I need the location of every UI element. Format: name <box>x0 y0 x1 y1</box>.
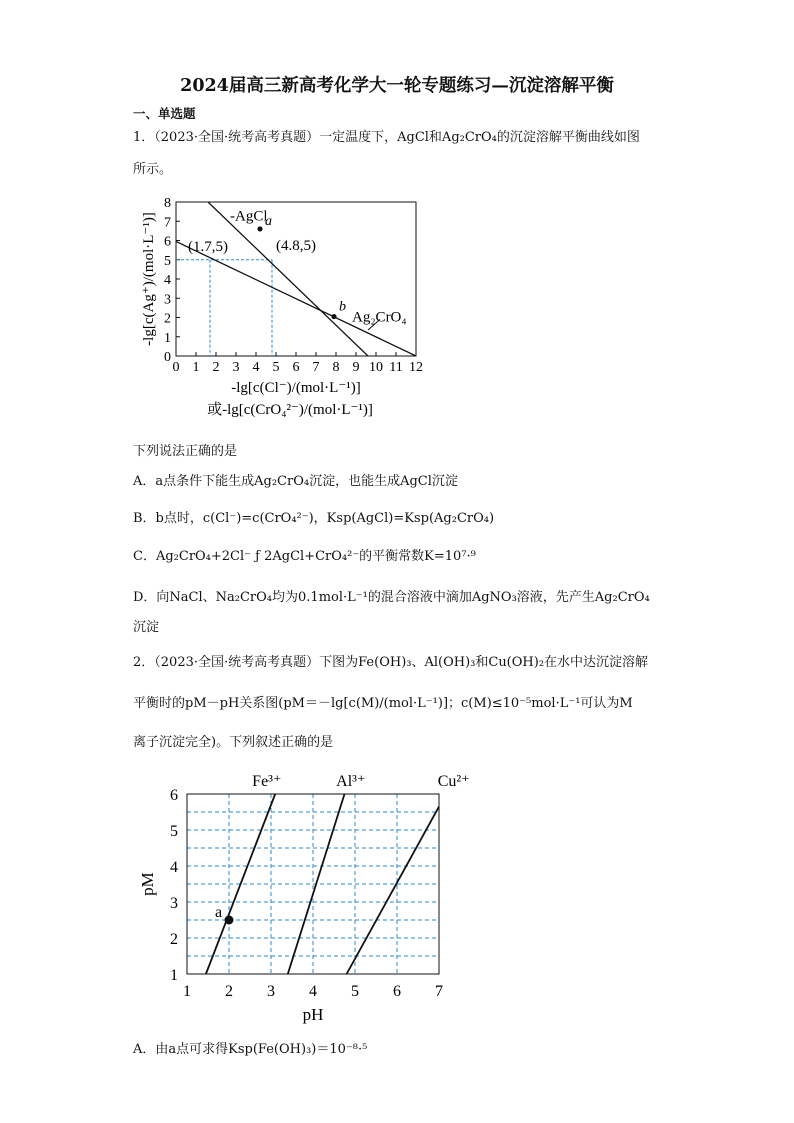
point-b-label: b <box>339 299 346 315</box>
chart1-ylabel: -lg[c(Ag⁺)/(mol·L⁻¹)] <box>141 212 157 346</box>
chart1-xtick-label: 0 <box>172 360 180 375</box>
chart1-xtick-label: 11 <box>389 360 403 375</box>
fe3-label: Fe³⁺ <box>252 773 282 790</box>
chart1-xtick-label: 4 <box>252 360 260 375</box>
point-a-label: a <box>265 213 272 229</box>
q2-stem-line1: 2．（2023·全国·统考高考真题）下图为Fe(OH)₃、Al(OH)₃和Cu(OH)₂在水中达沉淀溶解 <box>133 655 649 670</box>
chart1-xtick-label: 7 <box>312 360 320 375</box>
chart1-ytick-label: 8 <box>164 196 171 211</box>
al3-label: Al³⁺ <box>336 773 366 790</box>
chart2-ytick-label: 3 <box>170 895 178 912</box>
chart2-xtick-label: 2 <box>225 983 233 1000</box>
annotation-1: (1.7,5) <box>188 238 228 255</box>
chart1-xtick-label: 10 <box>369 360 383 375</box>
chart2-xtick-label: 1 <box>183 983 191 1000</box>
chart1-xtick-label: 12 <box>409 360 423 375</box>
chart2-ytick-label: 4 <box>170 859 178 876</box>
chart1-xtick-label: 8 <box>332 360 340 375</box>
chart2-xtick-label: 6 <box>393 983 401 1000</box>
chart2-ytick-label: 1 <box>170 967 178 984</box>
chart1-xtick-label: 6 <box>292 360 300 375</box>
chart2-ytick-label: 5 <box>170 823 178 840</box>
q1-option-c: C．Ag₂CrO₄+2Cl⁻ ƒ 2AgCl+CrO₄²⁻的平衡常数K=10⁷·⁹ <box>133 549 476 564</box>
q2-stem-line3: 离子沉淀完全)。下列叙述正确的是 <box>133 735 334 750</box>
agcl-label: -AgCl <box>230 208 268 225</box>
chart1-ytick-label: 5 <box>164 253 171 269</box>
chart1-xtick-label: 2 <box>212 360 220 375</box>
chart1-frame <box>176 202 416 356</box>
point-b <box>331 314 336 319</box>
q1-option-d-line2: 沉淀 <box>133 620 160 635</box>
point-a-chart2 <box>225 916 234 925</box>
chart1-ytick-label: 4 <box>164 273 171 288</box>
point-a-chart2-label: a <box>215 904 223 921</box>
chart1-ytick-label: 0 <box>164 350 171 365</box>
chart1-ytick-label: 7 <box>164 215 171 231</box>
chart1-ytick-label: 2 <box>164 311 171 327</box>
chart1-xlabel-line1: -lg[c(Cl⁻)/(mol·L⁻¹)] <box>231 380 361 396</box>
cu2-line <box>347 807 439 974</box>
section-heading: 一、单选题 <box>133 106 196 121</box>
chart2-xlabel: pH <box>302 1005 324 1024</box>
ag2cro4-curve <box>176 238 416 356</box>
q1-prompt: 下列说法正确的是 <box>133 444 238 459</box>
q1-option-a: A．a点条件下能生成Ag₂CrO₄沉淀，也能生成AgCl沉淀 <box>133 474 458 489</box>
chart1-ytick-label: 1 <box>164 330 171 346</box>
chart2-ytick-label: 6 <box>170 787 178 804</box>
chart1-ytick-label: 6 <box>164 234 171 250</box>
chart1-xlabel-line2: 或-lg[c(CrO₄²⁻)/(mol·L⁻¹)] <box>207 402 373 418</box>
cu2-label: Cu²⁺ <box>437 773 470 790</box>
q1-stem-line2: 所示。 <box>133 162 173 177</box>
point-a <box>257 226 262 231</box>
chart1-ytick-label: 3 <box>164 292 171 308</box>
chart1-xtick-label: 9 <box>352 360 360 375</box>
ag2cro4-label: Ag₂CrO₄ <box>352 309 407 326</box>
chart2-xtick-label: 7 <box>435 983 443 1000</box>
q2-stem-line2: 平衡时的pM－pH关系图(pM＝－lg[c(M)/(mol·L⁻¹)]；c(M)≤10⁻⁵mol·L⁻¹可认为M <box>133 696 633 711</box>
chart2-xtick-label: 4 <box>309 983 317 1000</box>
q1-option-d-line1: D．向NaCl、Na₂CrO₄均为0.1mol·L⁻¹的混合溶液中滴加AgNO₃溶液，先产生Ag₂CrO₄ <box>133 590 650 605</box>
chart-pm-ph <box>133 762 483 1024</box>
q1-stem-line1: 1．（2023·全国·统考高考真题）一定温度下，AgCl和Ag₂CrO₄的沉淀溶解平衡曲线如图 <box>133 130 640 145</box>
q1-option-b: B．b点时，c(Cl⁻)=c(CrO₄²⁻)，Ksp(AgCl)=Ksp(Ag₂CrO₄) <box>133 511 495 526</box>
chart2-ytick-label: 2 <box>170 931 178 948</box>
chart2-xtick-label: 3 <box>267 983 275 1000</box>
annotation-2: (4.8,5) <box>276 238 316 255</box>
chart1-xtick-label: 5 <box>272 360 280 375</box>
chart-agcl-ag2cro4 <box>133 190 433 430</box>
page-title: 2024届高三新高考化学大一轮专题练习—沉淀溶解平衡 <box>180 76 614 96</box>
chart1-xtick-label: 3 <box>232 360 240 375</box>
q2-option-a: A．由a点可求得Ksp(Fe(OH)₃)＝10⁻⁸·⁵ <box>133 1042 368 1057</box>
chart1-xtick-label: 1 <box>192 360 200 375</box>
chart2-xtick-label: 5 <box>351 983 359 1000</box>
chart2-ylabel: pM <box>138 872 157 896</box>
